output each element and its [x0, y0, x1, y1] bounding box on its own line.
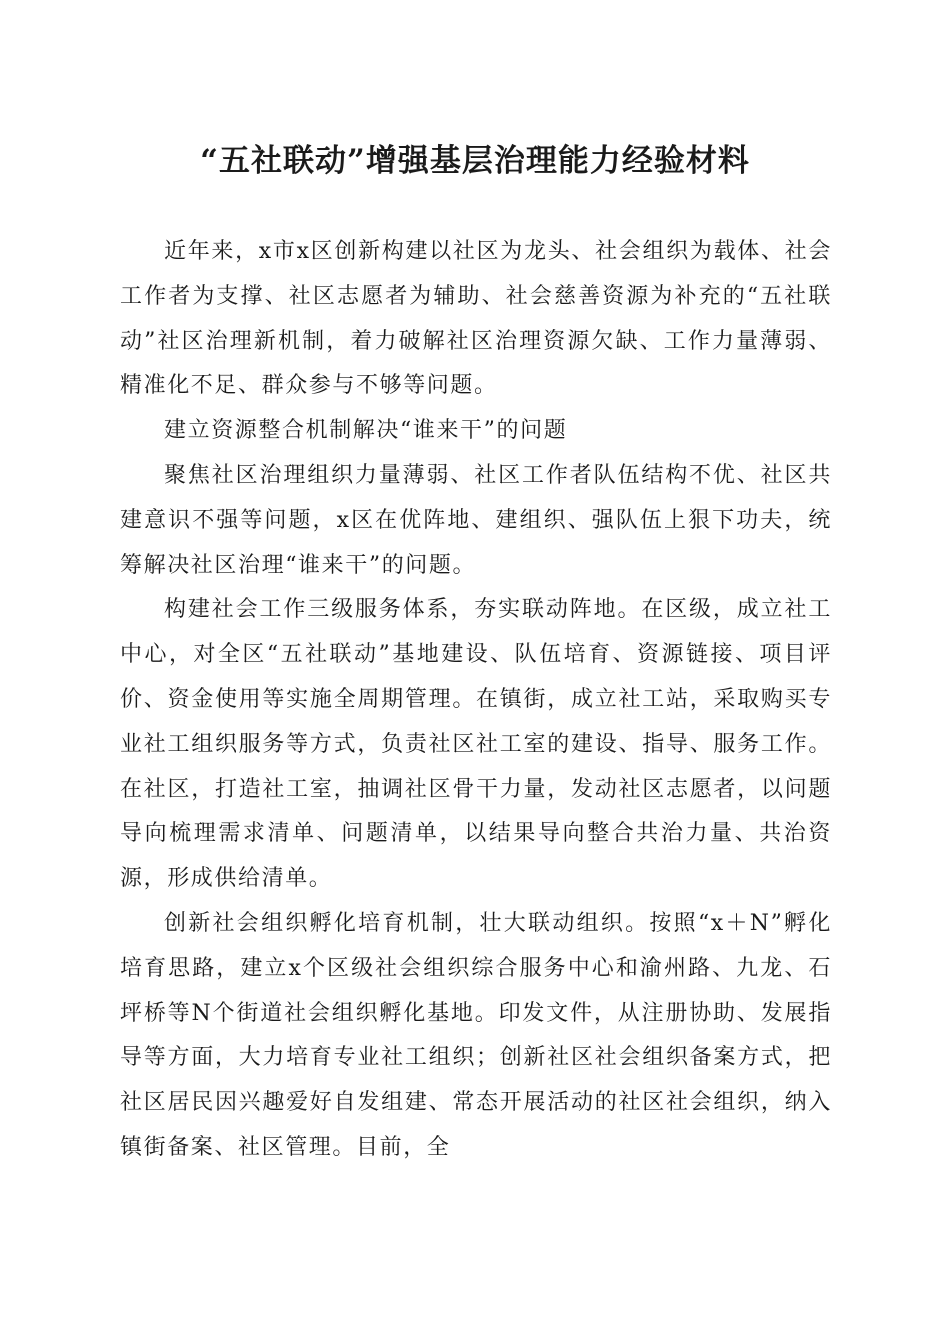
section-heading: 建立资源整合机制解决“谁来干”的问题 [164, 418, 568, 444]
body-paragraph: 构建社会工作三级服务体系，夯实联动阵地。在区级，成立社工中心，对全区“五社联动”基地建设、队伍培育、资源链接、项目评价、资金使用等实施全周期管理。在镇街，成立社工站，采取购买专业社工组织服务等方式，负责社区社工室的建设、指导、服务工作。在社区，打造社工室，抽调社区骨干力量，发动社区志愿者，以问题导向梳理需求清单、问题清单，以结果导向整合共治力量、共治资源，形成供给清单。 [120, 597, 832, 892]
body-paragraph: 聚焦社区治理组织力量薄弱、社区工作者队伍结构不优、社区共建意识不强等问题，x区在优阵地、建组织、强队伍上狠下功夫，统筹解决社区治理“谁来干”的问题。 [120, 462, 832, 578]
document-body [120, 230, 832, 1171]
body-paragraph: 创新社会组织孵化培育机制，壮大联动组织。按照“x＋N”孵化培育思路，建立x个区级社会组织综合服务中心和渝州路、九龙、石坪桥等N个街道社会组织孵化基地。印发文件，从注册协助、发展指导等方面，大力培育专业社工组织；创新社区社会组织备案方式，把社区居民因兴趣爱好自发组建、常态开展活动的社区社会组织，纳入镇街备案、社区管理。目前，全 [120, 910, 832, 1160]
document-title: “五社联动”增强基层治理能力经验材料 [200, 143, 750, 179]
intro-paragraph: 近年来，x市x区创新构建以社区为龙头、社会组织为载体、社会工作者为支撑、社区志愿者为辅助、社会慈善资源为补充的“五社联动”社区治理新机制，着力破解社区治理资源欠缺、工作力量薄弱、精准化不足、群众参与不够等问题。 [120, 239, 832, 399]
